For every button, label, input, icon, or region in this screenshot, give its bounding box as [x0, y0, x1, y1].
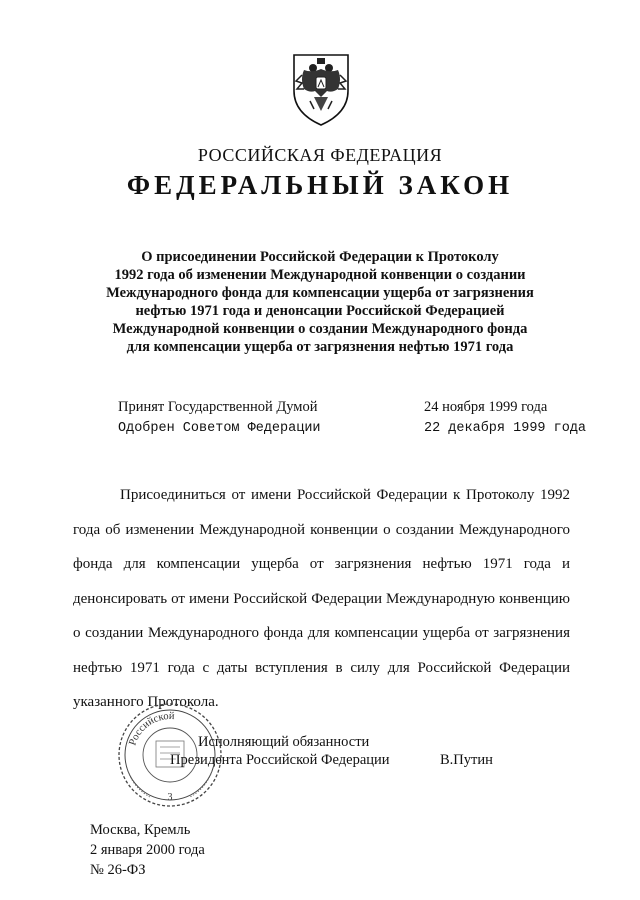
seal-number: 3 [167, 792, 173, 803]
coat-of-arms-icon [290, 45, 352, 127]
adoption-row-duma [118, 397, 598, 418]
law-body-text: Присоединиться от имени Российской Федерации к Протоколу 1992 года об изменении Международной конвенции о создании Международного фонда для компенсации ущерба от загрязнения нефтью 1971 года и денонсировать от имени Российской Федерации Международную конвенцию о создании Международного фонда для компенсации ущерба от загрязнения нефтью 1971 года с даты вступления в силу для Российской Федерации указанного Протокола. [73, 487, 570, 710]
seal-text: Российской [127, 710, 175, 748]
footer-block [90, 820, 205, 880]
law-title-line: для компенсации ущерба от загрязнения нефтью 1971 года [126, 339, 514, 355]
adoption-date: 24 ноября 1999 года [424, 399, 548, 415]
signing-place: Москва, Кремль [90, 822, 191, 838]
adoption-label: Одобрен Советом Федерации [118, 421, 321, 436]
law-title [40, 248, 600, 356]
signer-name: В.Путин [440, 752, 493, 768]
law-title-line: О присоединении Российской Федерации к Протоколу [141, 249, 499, 265]
signatory-title: Президента Российской Федерации [170, 752, 390, 768]
law-title-line: 1992 года об изменении Международной конвенции о создании [114, 267, 526, 283]
document-type: ФЕДЕРАЛЬНЫЙ ЗАКОН [126, 170, 514, 200]
law-title-line: нефтью 1971 года и денонсации Российской Федерацией [135, 303, 505, 319]
law-title-line: Международного фонда для компенсации ущерба от загрязнения [106, 285, 534, 301]
adoption-date: 22 декабря 1999 года [424, 421, 587, 436]
adoption-row-council [118, 418, 598, 439]
signatory-position: Исполняющий обязанности [198, 734, 370, 750]
law-title-line: Международной конвенции о создании Международного фонда [112, 321, 528, 337]
law-number: № 26-ФЗ [90, 862, 146, 878]
law-body [73, 478, 570, 720]
adoption-label: Принят Государственной Думой [118, 399, 318, 415]
state-name: РОССИЙСКАЯ ФЕДЕРАЦИЯ [197, 145, 443, 165]
signing-date: 2 января 2000 года [90, 842, 205, 858]
adoption-block [118, 397, 598, 439]
